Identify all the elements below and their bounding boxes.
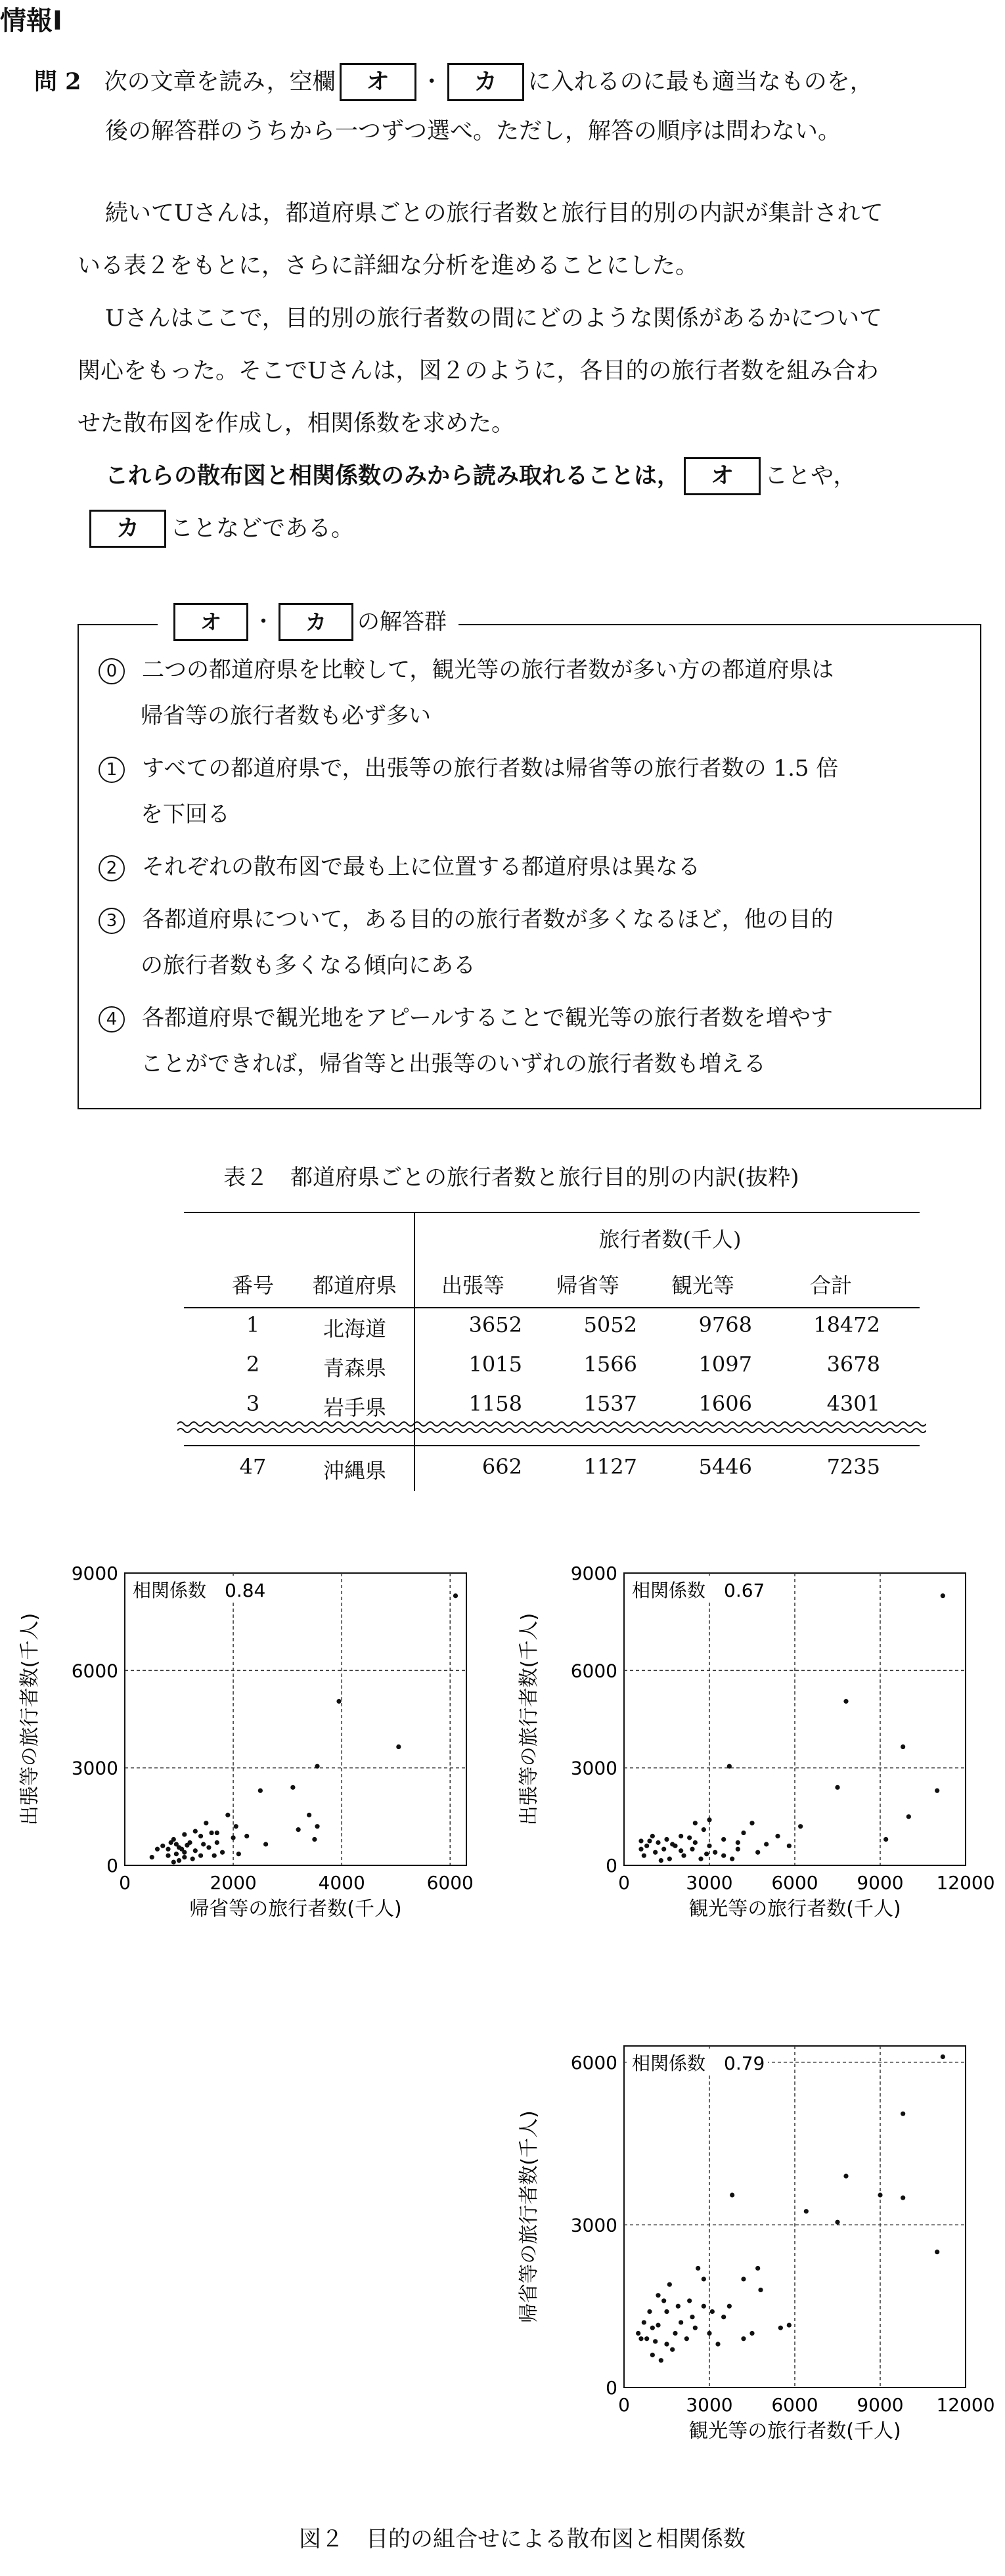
data-point bbox=[644, 2336, 649, 2341]
blank-o-inline: オ bbox=[684, 457, 761, 495]
data-point bbox=[804, 2209, 809, 2213]
data-point bbox=[664, 1837, 669, 1842]
table-cell-total: 3678 bbox=[826, 1352, 880, 1377]
passage-p3-pre: これらの散布図と相関係数のみから読み取れることは， bbox=[105, 462, 681, 489]
table-cell-sightseeing: 1097 bbox=[698, 1352, 752, 1377]
data-point bbox=[736, 1847, 740, 1852]
x-axis-label: 観光等の旅行者数(千人) bbox=[688, 1898, 901, 1921]
passage-p3-post: ことなどである。 bbox=[170, 516, 355, 542]
th-sightseeing: 観光等 bbox=[671, 1273, 734, 1298]
data-point bbox=[681, 1854, 686, 1858]
data-point bbox=[727, 1764, 732, 1769]
data-point bbox=[638, 2336, 643, 2341]
data-point bbox=[755, 1850, 760, 1855]
blank-separator: ・ bbox=[420, 69, 443, 95]
y-tick-label: 3000 bbox=[570, 1757, 617, 1779]
data-point bbox=[670, 1842, 675, 1846]
data-point bbox=[696, 2266, 700, 2271]
data-point bbox=[312, 1837, 317, 1842]
scatter-chart-2 bbox=[499, 1550, 1005, 1980]
data-point bbox=[676, 2304, 681, 2309]
choice-2 bbox=[99, 844, 966, 890]
data-point bbox=[315, 1824, 319, 1829]
table-cell-business: 3652 bbox=[468, 1312, 522, 1337]
data-point bbox=[225, 1813, 230, 1817]
data-point bbox=[647, 2309, 652, 2314]
data-point bbox=[177, 1858, 181, 1863]
data-point bbox=[679, 1848, 683, 1853]
y-axis-label: 帰省等の旅行者数(千人) bbox=[518, 2110, 541, 2323]
data-point bbox=[713, 1850, 717, 1855]
table-cell-homecoming: 1537 bbox=[583, 1391, 637, 1416]
data-point bbox=[702, 1827, 706, 1832]
blank-o: オ bbox=[340, 63, 416, 101]
data-point bbox=[787, 1844, 792, 1848]
legend-suffix: の解答群 bbox=[357, 609, 447, 635]
th-business: 出張等 bbox=[441, 1273, 504, 1298]
question-text-pre: 次の文章を読み，空欄 bbox=[104, 69, 336, 95]
choice-0-text: 二つの都道府県を比較して，観光等の旅行者数が多い方の都道府県は bbox=[142, 657, 834, 683]
table-group-header: 旅行者数(千人) bbox=[598, 1227, 742, 1252]
data-point bbox=[707, 2331, 711, 2336]
x-tick-label: 9000 bbox=[857, 2394, 904, 2416]
data-point bbox=[707, 1844, 711, 1848]
y-tick-label: 3000 bbox=[71, 1757, 118, 1779]
data-point bbox=[171, 1859, 176, 1864]
data-point bbox=[204, 1821, 208, 1825]
data-point bbox=[653, 1850, 658, 1855]
choice-mark-3: 3 bbox=[99, 908, 125, 934]
data-point bbox=[636, 2331, 640, 2336]
question-line-1 bbox=[34, 62, 993, 102]
data-point bbox=[206, 1845, 211, 1850]
x-tick-label: 2000 bbox=[210, 1872, 257, 1894]
scatter-chart-1 bbox=[0, 1550, 499, 1980]
y-tick-label: 0 bbox=[606, 1855, 617, 1876]
table-header-rule bbox=[184, 1307, 920, 1308]
data-point bbox=[721, 1837, 726, 1842]
table-cell-total: 4301 bbox=[826, 1391, 880, 1416]
data-point bbox=[673, 2331, 677, 2336]
passage-p2-line3: せた散布図を作成し，相関係数を求めた。 bbox=[78, 411, 515, 437]
scatter-chart-3 bbox=[499, 2023, 1005, 2498]
data-point bbox=[638, 1847, 643, 1852]
y-axis-label: 出張等の旅行者数(千人) bbox=[518, 1612, 541, 1826]
choice-mark-1: 1 bbox=[99, 757, 125, 783]
th-prefecture: 都道府県 bbox=[312, 1273, 397, 1298]
choice-mark-4: 4 bbox=[99, 1006, 125, 1033]
choice-3-text: 各都道府県について，ある目的の旅行者数が多くなるほど，他の目的 bbox=[142, 906, 834, 933]
data-point bbox=[749, 2331, 754, 2336]
data-point bbox=[659, 2358, 663, 2363]
data-point bbox=[749, 1821, 754, 1825]
data-point bbox=[667, 2282, 672, 2287]
data-point bbox=[755, 2266, 760, 2271]
data-point bbox=[670, 2347, 675, 2352]
table-cell-prefecture: 岩手県 bbox=[323, 1395, 386, 1420]
choice-3-cont: の旅行者数も多くなる傾向にある bbox=[141, 952, 476, 979]
data-point bbox=[653, 2339, 658, 2343]
data-point bbox=[835, 2220, 839, 2225]
data-point bbox=[679, 2320, 683, 2324]
choice-1-cont: を下回る bbox=[141, 801, 230, 828]
data-point bbox=[778, 2326, 783, 2330]
data-point bbox=[215, 1840, 219, 1845]
data-point bbox=[684, 2336, 689, 2341]
data-point bbox=[693, 1821, 698, 1825]
table-cell-prefecture: 青森県 bbox=[323, 1356, 386, 1381]
table-cell-number: 3 bbox=[246, 1391, 260, 1416]
y-tick-label: 6000 bbox=[71, 1660, 118, 1682]
data-point bbox=[764, 1842, 769, 1846]
correlation-label: 相関係数 0.84 bbox=[133, 1580, 266, 1601]
passage-p2-line1: Uさんはここで，目的別の旅行者数の間にどのような関係があるかについて bbox=[105, 305, 883, 332]
data-point bbox=[190, 1857, 195, 1861]
data-point bbox=[901, 2112, 905, 2116]
data-point bbox=[901, 1744, 905, 1749]
data-point bbox=[843, 1699, 848, 1704]
x-tick-label: 0 bbox=[618, 2394, 630, 2416]
data-point bbox=[798, 1824, 803, 1829]
x-tick-label: 12000 bbox=[936, 1872, 995, 1894]
data-point bbox=[198, 1834, 203, 1838]
table-cell-total: 7235 bbox=[826, 1454, 880, 1479]
table-cell-prefecture: 沖縄県 bbox=[323, 1458, 386, 1483]
data-point bbox=[715, 2342, 720, 2346]
th-total: 合計 bbox=[809, 1273, 852, 1298]
data-point bbox=[182, 1850, 187, 1855]
data-point bbox=[315, 1764, 319, 1769]
x-tick-label: 3000 bbox=[686, 2394, 733, 2416]
table-cell-homecoming: 5052 bbox=[583, 1312, 637, 1337]
data-point bbox=[215, 1831, 219, 1835]
data-point bbox=[698, 1857, 703, 1861]
data-point bbox=[758, 2288, 763, 2292]
figure-caption: 図２ 目的の組合せによる散布図と相関係数 bbox=[299, 2526, 746, 2552]
table-bottom-rule bbox=[184, 1445, 920, 1446]
data-point bbox=[906, 1814, 911, 1819]
table-cell-prefecture: 北海道 bbox=[323, 1316, 386, 1341]
choice-mark-0: 0 bbox=[99, 658, 125, 684]
correlation-label: 相関係数 0.67 bbox=[632, 1580, 765, 1601]
x-tick-label: 6000 bbox=[771, 2394, 818, 2416]
choice-1-text: すべての都道府県で，出張等の旅行者数は帰省等の旅行者数の 1.5 倍 bbox=[142, 755, 839, 782]
passage-p3-mid: ことや， bbox=[765, 463, 857, 489]
data-point bbox=[296, 1827, 301, 1832]
data-point bbox=[693, 2326, 698, 2330]
data-point bbox=[642, 1854, 646, 1858]
data-point bbox=[787, 2322, 792, 2327]
data-point bbox=[647, 1838, 652, 1843]
data-point bbox=[220, 1850, 225, 1855]
plot-frame bbox=[125, 1573, 466, 1865]
table-omission-wave bbox=[177, 1419, 926, 1438]
data-point bbox=[901, 2196, 905, 2200]
data-point bbox=[234, 1824, 238, 1829]
data-point bbox=[935, 1788, 939, 1793]
choice-1 bbox=[99, 745, 966, 791]
y-tick-label: 9000 bbox=[71, 1563, 118, 1584]
choice-2-text: それぞれの散布図で最も上に位置する都道府県は異なる bbox=[142, 854, 700, 880]
x-tick-label: 6000 bbox=[426, 1872, 474, 1894]
data-point bbox=[212, 1854, 217, 1858]
data-point bbox=[258, 1788, 263, 1793]
data-point bbox=[198, 1854, 203, 1858]
data-point bbox=[721, 1854, 726, 1858]
data-point bbox=[638, 1838, 643, 1843]
table-cell-sightseeing: 5446 bbox=[698, 1454, 752, 1479]
data-point bbox=[702, 2276, 706, 2281]
data-point bbox=[160, 1844, 165, 1848]
choice-0-cont: 帰省等の旅行者数も必ず多い bbox=[141, 703, 431, 729]
page-header: 情報Ⅰ bbox=[0, 6, 62, 36]
data-point bbox=[710, 2309, 715, 2314]
data-point bbox=[336, 1699, 341, 1704]
data-point bbox=[935, 2250, 939, 2254]
data-point bbox=[741, 1831, 746, 1835]
data-point bbox=[704, 1852, 709, 1856]
table-cell-number: 47 bbox=[239, 1454, 267, 1479]
table-cell-business: 1158 bbox=[468, 1391, 522, 1416]
data-point bbox=[166, 1854, 170, 1858]
data-point bbox=[650, 1834, 655, 1838]
x-tick-label: 9000 bbox=[857, 1872, 904, 1894]
data-point bbox=[642, 2320, 646, 2324]
data-point bbox=[193, 1829, 198, 1833]
x-axis-label: 観光等の旅行者数(千人) bbox=[688, 2420, 901, 2443]
data-point bbox=[679, 1834, 683, 1838]
data-point bbox=[201, 1842, 206, 1846]
y-tick-label: 3000 bbox=[570, 2214, 617, 2236]
data-point bbox=[182, 1832, 187, 1836]
data-point bbox=[883, 1837, 888, 1842]
data-point bbox=[661, 1847, 666, 1852]
data-point bbox=[941, 2054, 945, 2059]
data-point bbox=[664, 2342, 669, 2346]
data-point bbox=[231, 1835, 235, 1840]
legend-blank-ka: カ bbox=[279, 603, 353, 641]
choice-4-text: 各都道府県で観光地をアピールすることで観光等の旅行者数を増やす bbox=[142, 1005, 833, 1031]
correlation-label: 相関係数 0.79 bbox=[632, 2053, 765, 2074]
data-point bbox=[730, 1857, 734, 1861]
y-tick-label: 0 bbox=[106, 1855, 118, 1876]
data-point bbox=[656, 1840, 660, 1845]
x-tick-label: 4000 bbox=[318, 1872, 365, 1894]
data-point bbox=[736, 1840, 740, 1845]
data-point bbox=[741, 2276, 746, 2281]
data-point bbox=[741, 2336, 746, 2341]
choice-mark-2: 2 bbox=[99, 855, 125, 881]
y-axis-label: 出張等の旅行者数(千人) bbox=[18, 1612, 41, 1826]
data-point bbox=[690, 2315, 694, 2319]
table-cell-sightseeing: 1606 bbox=[698, 1391, 752, 1416]
x-axis-label: 帰省等の旅行者数(千人) bbox=[189, 1898, 402, 1921]
table-cell-homecoming: 1127 bbox=[583, 1454, 637, 1479]
data-point bbox=[263, 1842, 268, 1846]
data-point bbox=[174, 1852, 179, 1856]
choices-legend bbox=[158, 599, 458, 645]
data-point bbox=[166, 1847, 170, 1852]
table-caption: 表２ 都道府県ごとの旅行者数と旅行目的別の内訳(抜粋) bbox=[223, 1165, 799, 1191]
data-point bbox=[664, 2309, 669, 2314]
legend-blank-o: オ bbox=[173, 603, 248, 641]
data-point bbox=[775, 1834, 780, 1838]
data-point bbox=[707, 1817, 711, 1822]
legend-separator: ・ bbox=[252, 609, 275, 635]
passage-p2-line2: 関心をもった。そこでUさんは，図２のように，各目的の旅行者数を組み合わ bbox=[78, 358, 879, 384]
data-point bbox=[878, 2192, 882, 2197]
data-point bbox=[941, 1593, 945, 1598]
table-cell-number: 1 bbox=[246, 1312, 260, 1337]
x-tick-label: 6000 bbox=[771, 1872, 818, 1894]
data-point bbox=[182, 1855, 187, 1859]
data-point bbox=[453, 1593, 458, 1598]
choice-3 bbox=[99, 897, 966, 943]
data-point bbox=[656, 2293, 660, 2298]
table-cell-homecoming: 1566 bbox=[583, 1352, 637, 1377]
table-cell-number: 2 bbox=[246, 1352, 260, 1377]
data-point bbox=[244, 1834, 249, 1838]
data-point bbox=[702, 2304, 706, 2309]
data-point bbox=[650, 2326, 655, 2330]
question-text-post: に入れるのに最も適当なものを， bbox=[527, 69, 873, 95]
data-point bbox=[155, 1847, 160, 1852]
y-tick-label: 0 bbox=[606, 2377, 617, 2399]
data-point bbox=[193, 1848, 198, 1853]
choice-4-cont: ことができれば，帰省等と出張等のいずれの旅行者数も増える bbox=[141, 1051, 766, 1077]
data-point bbox=[396, 1744, 401, 1749]
data-point bbox=[727, 2304, 732, 2309]
blank-ka: カ bbox=[447, 63, 524, 101]
data-point bbox=[730, 2192, 734, 2197]
passage-p3-line1 bbox=[105, 450, 1005, 502]
data-point bbox=[843, 2173, 848, 2178]
table-top-rule bbox=[184, 1212, 920, 1213]
data-point bbox=[687, 1835, 692, 1840]
choice-4 bbox=[99, 995, 966, 1041]
table-cell-total: 18472 bbox=[813, 1312, 880, 1337]
data-point bbox=[656, 2322, 660, 2327]
table-cell-business: 1015 bbox=[468, 1352, 522, 1377]
passage-p3-line2 bbox=[85, 502, 1005, 555]
data-point bbox=[835, 1785, 839, 1790]
th-number: 番号 bbox=[231, 1273, 274, 1298]
y-tick-label: 6000 bbox=[570, 1660, 617, 1682]
y-tick-label: 9000 bbox=[570, 1563, 617, 1584]
data-point bbox=[307, 1813, 311, 1817]
data-point bbox=[236, 1852, 241, 1856]
th-homecoming: 帰省等 bbox=[556, 1273, 619, 1298]
data-point bbox=[693, 1840, 698, 1845]
data-point bbox=[290, 1785, 295, 1790]
table-cell-sightseeing: 9768 bbox=[698, 1312, 752, 1337]
data-point bbox=[667, 1857, 672, 1861]
data-point bbox=[659, 1858, 663, 1863]
question-number: 問 2 bbox=[34, 68, 81, 95]
x-tick-label: 0 bbox=[618, 1872, 630, 1894]
passage-p1-line1: 続いてUさんは，都道府県ごとの旅行者数と旅行目的別の内訳が集計されて bbox=[105, 200, 883, 227]
table-cell-business: 662 bbox=[481, 1454, 522, 1479]
question-line-2: 後の解答群のうちから一つずつ選べ。ただし，解答の順序は問わない。 bbox=[105, 118, 841, 144]
data-point bbox=[721, 2315, 726, 2319]
data-point bbox=[690, 1847, 694, 1852]
blank-ka-inline: カ bbox=[89, 510, 166, 548]
data-point bbox=[661, 2298, 666, 2303]
data-point bbox=[650, 2353, 655, 2357]
data-point bbox=[150, 1855, 154, 1859]
x-tick-label: 12000 bbox=[936, 2394, 995, 2416]
data-point bbox=[209, 1831, 213, 1835]
y-tick-label: 6000 bbox=[570, 2051, 617, 2074]
x-tick-label: 3000 bbox=[686, 1872, 733, 1894]
passage-p1-line2: いる表２をもとに，さらに詳細な分析を進めることにした。 bbox=[78, 253, 699, 279]
x-tick-label: 0 bbox=[119, 1872, 131, 1894]
data-point bbox=[185, 1843, 189, 1848]
data-point bbox=[687, 2298, 692, 2303]
data-point bbox=[644, 1844, 649, 1848]
data-point bbox=[169, 1840, 173, 1845]
choice-0 bbox=[99, 647, 966, 693]
